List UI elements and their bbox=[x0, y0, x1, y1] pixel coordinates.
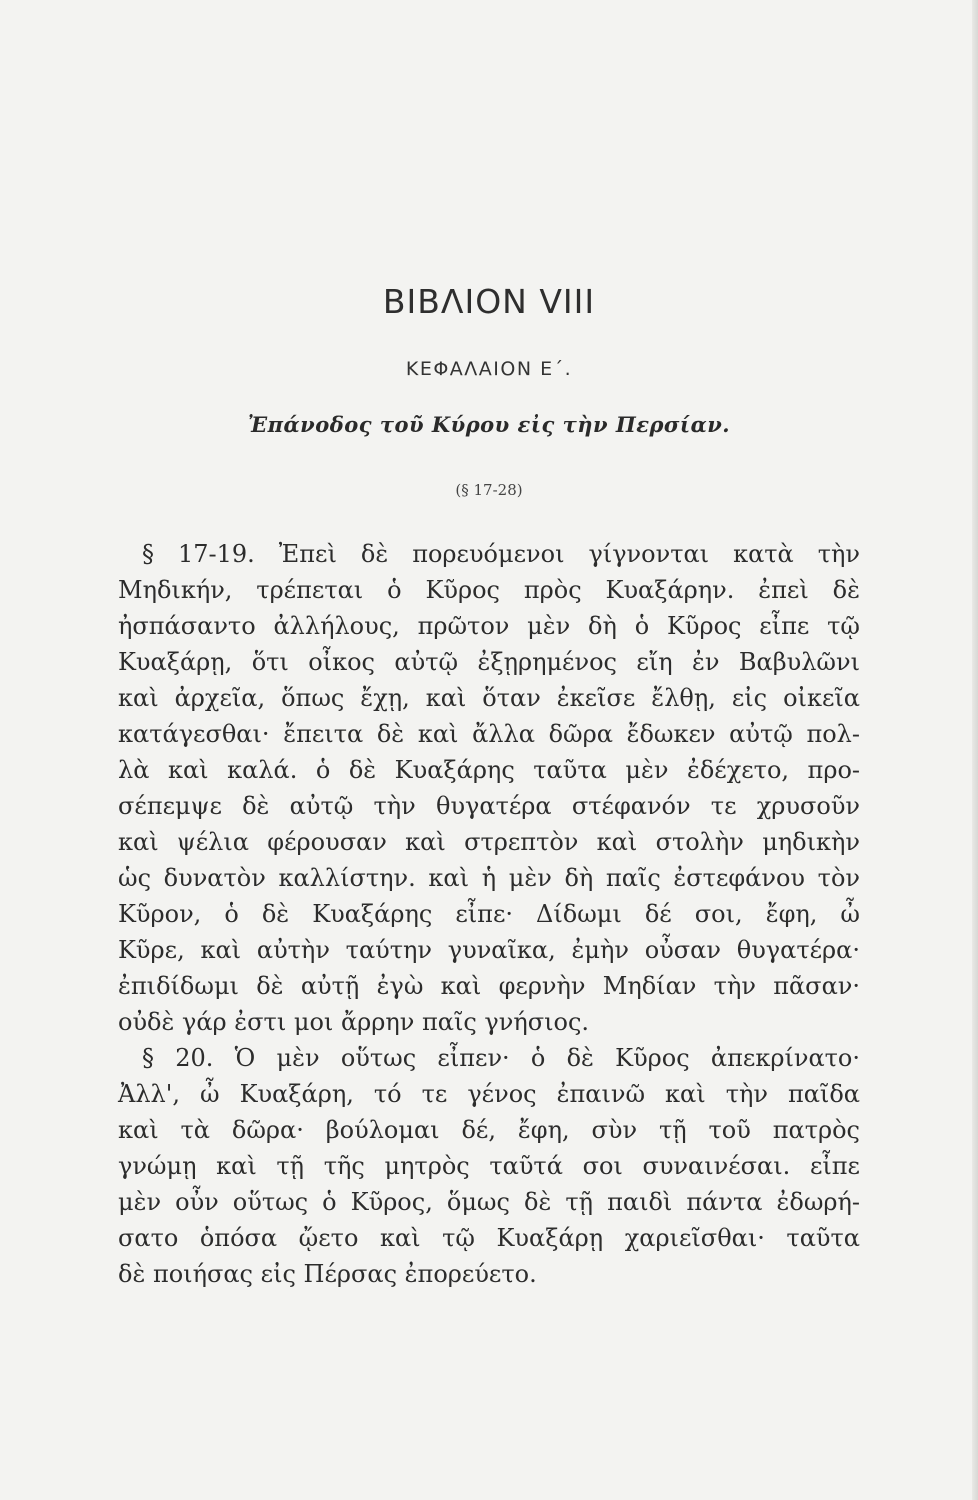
text-line: Ἀλλ', ὦ Κυαξάρη, τό τε γένος ἐπαινῶ καὶ τὴν παῖδα bbox=[118, 1080, 860, 1108]
text-line: οὐδὲ γάρ ἐστι μοι ἄρρην παῖς γνήσιος. bbox=[118, 1008, 590, 1036]
text-line: μὲν οὖν οὕτως ὁ Κῦρος, ὅμως δὲ τῇ παιδὶ πάντα ἐδωρή- bbox=[118, 1188, 860, 1216]
text-line: Κῦρε, καὶ αὐτὴν ταύτην γυναῖκα, ἐμὴν οὖσαν θυγατέρα· bbox=[118, 936, 860, 964]
text-line: καὶ τὰ δῶρα· βούλομαι δέ, ἔφη, σὺν τῇ τοῦ πατρὸς bbox=[118, 1116, 860, 1144]
text-line: γνώμῃ καὶ τῇ τῆς μητρὸς ταῦτά σοι συναινέσαι. εἶπε bbox=[118, 1152, 860, 1180]
text-line: σέπεμψε δὲ αὐτῷ τὴν θυγατέρα στέφανόν τε χρυσοῦν bbox=[118, 792, 860, 820]
text-line: κατάγεσθαι· ἔπειτα δὲ καὶ ἄλλα δῶρα ἔδωκεν αὐτῷ πολ- bbox=[118, 720, 860, 748]
text-line: λὰ καὶ καλά. ὁ δὲ Κυαξάρης ταῦτα μὲν ἐδέχετο, προ- bbox=[118, 756, 860, 784]
text-line: δὲ ποιήσας εἰς Πέρσας ἐπορεύετο. bbox=[118, 1260, 537, 1288]
text-line: § 17-19. Ἐπεὶ δὲ πορευόμενοι γίγνονται κατὰ τὴν bbox=[142, 540, 860, 568]
section-range: (§ 17-28) bbox=[455, 481, 523, 499]
text-line: καὶ ἀρχεῖα, ὅπως ἔχῃ, καὶ ὅταν ἐκεῖσε ἔλθῃ, εἰς οἰκεῖα bbox=[118, 684, 860, 712]
text-line: ἠσπάσαντο ἀλλήλους, πρῶτον μὲν δὴ ὁ Κῦρος εἶπε τῷ bbox=[118, 612, 860, 640]
chapter-title: ΚΕΦΑΛΑΙΟΝ Ε΄. bbox=[405, 358, 573, 380]
page-edge bbox=[972, 0, 978, 1500]
text-line: ὡς δυνατὸν καλλίστην. καὶ ἡ μὲν δὴ παῖς ἐστεφάνου τὸν bbox=[118, 864, 860, 892]
text-line: Κῦρον, ὁ δὲ Κυαξάρης εἶπε· Δίδωμι δέ σοι, ἔφη, ὦ bbox=[118, 900, 860, 928]
text-line: ἐπιδίδωμι δὲ αὐτῇ ἐγὼ καὶ φερνὴν Μηδίαν τὴν πᾶσαν· bbox=[118, 972, 860, 1000]
text-line: Μηδικήν, τρέπεται ὁ Κῦρος πρὸς Κυαξάρην. ἐπεὶ δὲ bbox=[118, 576, 860, 604]
text-line: § 20. Ὁ μὲν οὕτως εἶπεν· ὁ δὲ Κῦρος ἀπεκρίνατο· bbox=[142, 1044, 860, 1072]
body-text bbox=[118, 536, 860, 1292]
text-line: Κυαξάρῃ, ὅτι οἶκος αὐτῷ ἐξῃρημένος εἴη ἐν Βαβυλῶνι bbox=[118, 648, 860, 676]
book-title: ΒΙΒΛΙΟΝ VIII bbox=[382, 282, 596, 321]
text-line: σατο ὁπόσα ᾤετο καὶ τῷ Κυαξάρῃ χαριεῖσθαι· ταῦτα bbox=[118, 1224, 860, 1252]
text-line: καὶ ψέλια φέρουσαν καὶ στρεπτὸν καὶ στολὴν μηδικὴν bbox=[118, 828, 860, 856]
chapter-subtitle: Ἐπάνοδος τοῦ Κύρου εἰς τὴν Περσίαν. bbox=[247, 412, 731, 437]
